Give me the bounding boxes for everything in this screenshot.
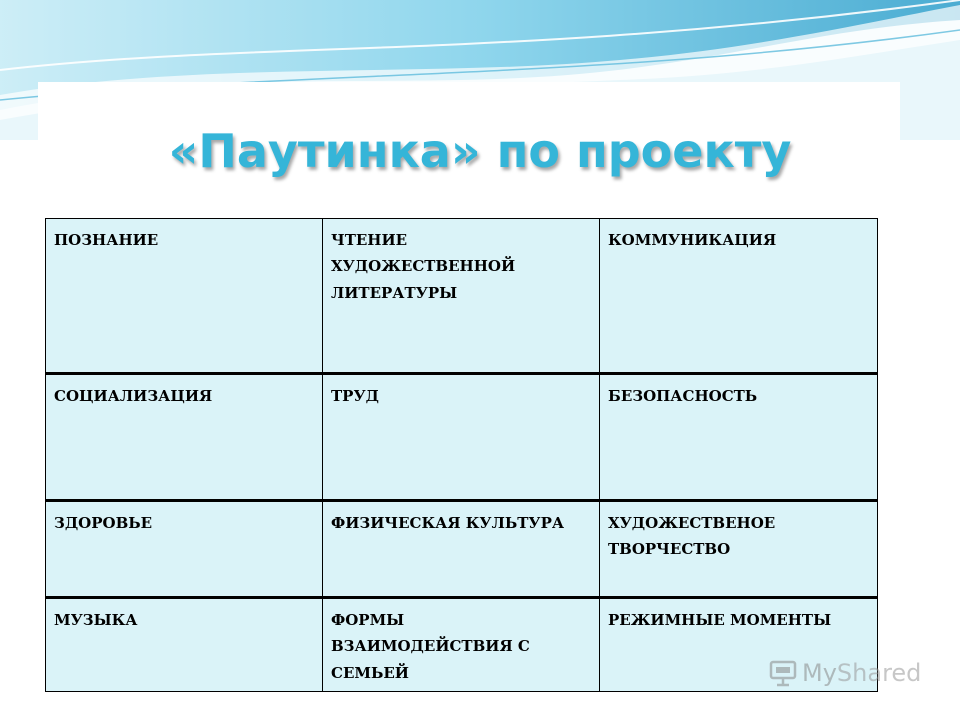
table-cell: РЕЖИМНЫЕ МОМЕНТЫ <box>600 598 878 692</box>
table-row <box>46 219 878 374</box>
table-cell: ХУДОЖЕСТВЕНОЕ ТВОРЧЕСТВО <box>600 501 878 598</box>
table-cell: МУЗЫКА <box>46 598 323 692</box>
slide-title: «Паутинка» по проекту <box>168 124 792 178</box>
table-cell: КОММУНИКАЦИЯ <box>600 219 878 374</box>
table-row <box>46 501 878 598</box>
table-cell: ФОРМЫ ВЗАИМОДЕЙСТВИЯ С СЕМЬЕЙ <box>323 598 600 692</box>
table-cell: ЗДОРОВЬЕ <box>46 501 323 598</box>
table-cell: БЕЗОПАСНОСТЬ <box>600 374 878 501</box>
table-row <box>46 374 878 501</box>
table-row <box>46 598 878 692</box>
table-cell: ЧТЕНИЕ ХУДОЖЕСТВЕННОЙ ЛИТЕРАТУРЫ <box>323 219 600 374</box>
table-cell: ПОЗНАНИЕ <box>46 219 323 374</box>
presentation-icon <box>768 658 798 688</box>
myshared-watermark <box>768 656 921 690</box>
table-cell: ФИЗИЧЕСКАЯ КУЛЬТУРА <box>323 501 600 598</box>
project-web-table <box>45 218 878 692</box>
watermark-text: MyShared <box>802 659 922 687</box>
table-cell: ТРУД <box>323 374 600 501</box>
table-cell: СОЦИАЛИЗАЦИЯ <box>46 374 323 501</box>
